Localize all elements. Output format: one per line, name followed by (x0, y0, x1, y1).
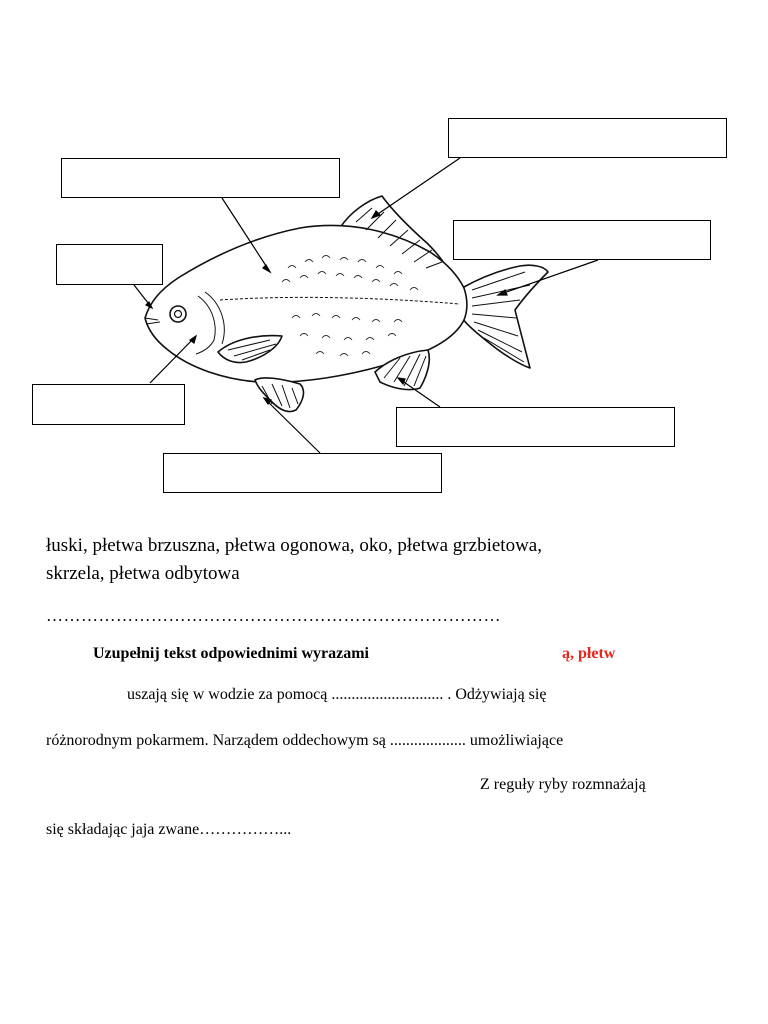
label-box-anal-fin[interactable] (396, 407, 675, 447)
label-box-mouth[interactable] (56, 244, 163, 285)
label-box-tail-fin[interactable] (453, 220, 711, 260)
exercise-hint: ą, płetw (562, 645, 616, 662)
pelvic-fin (255, 378, 303, 412)
word-bank-line-1: łuski, płetwa brzuszna, płetwa ogonowa, oko, płetwa grzbietowa, (46, 535, 542, 556)
label-box-scales[interactable] (61, 158, 340, 198)
label-box-gills[interactable] (32, 384, 185, 425)
exercise-line-3: Z reguły ryby rozmnażają (480, 776, 646, 793)
exercise-line-1: uszają się w wodzie za pomocą ............................ . Odżywiają się (127, 686, 547, 703)
label-box-pelvic-fin[interactable] (163, 453, 442, 493)
label-box-dorsal-fin[interactable] (448, 118, 727, 158)
answer-dotted-line[interactable]: …………………………………………………………………… (46, 606, 501, 625)
exercise-line-2: różnorodnym pokarmem. Narządem oddechowym są ................... umożliwiające (46, 732, 564, 749)
exercise-instruction: Uzupełnij tekst odpowiednimi wyrazami (93, 645, 369, 662)
exercise-line-4: się składając jaja zwane……………... (46, 821, 292, 838)
word-bank-line-2: skrzela, płetwa odbytowa (46, 563, 240, 584)
